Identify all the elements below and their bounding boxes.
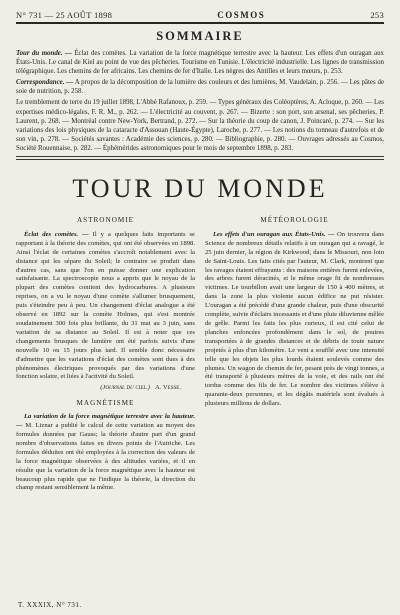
section-heading-astronomie: ASTRONOMIE: [76, 216, 135, 225]
signature-line: [16, 384, 195, 393]
sommaire-block: [16, 49, 384, 153]
issue-number: N° 731 — 25 AOÛT 1898: [16, 10, 113, 20]
paragraph-text: M. Liznar a publié le calcul de cette variation au moyen des formules données par Gauss; la théorie d'autre part d'un grand nombre d'observations faites en divers points de l'Autriche. Les formules déduites ont été employées à la correction des valeurs de la force magnétique observées à des altitudes variées, et il en résulte que la variation de la force magnétique avec la hauteur est beaucoup plus rapide que ne l'indique la théorie, la direction du champ restant sensiblement la même.: [16, 422, 195, 492]
page-number: 253: [370, 10, 384, 20]
article-title: TOUR DU MONDE: [72, 174, 328, 204]
sommaire-lead: Tour du monde. —: [16, 50, 72, 57]
sommaire-rule: [16, 156, 384, 160]
paragraph-text: On trouvera dans Science de nombreux détails relatifs à un ouragan qui a ravagé, le 25 juin dernier, la région de Kirkwood, dans le Missouri, non loin de Saint-Louis. Les faits cités par l'auteur, M. Clark, montrent que les ravages étaient effrayants : des maisons entières furent enlevées, des arbres furent déracinés, et le même orage fit de nombreuses victimes. Le tourbillon avait une largeur de 150 à 400 mètres, et dans la zone la plus violente aucun édifice ne put résister. L'ouragan a été précédé d'une grande chaleur, puis d'une obscurité complète, suivie d'éclairs incessants et d'une pluie diluvienne mêlée de grêle. Parmi les faits les plus curieux, il est cité celui de planches enfoncées profondément dans le sol, de poutres transportées à de grandes distances et de débris de toute nature projetés à plus d'un kilomètre. Le vent a soufflé avec une intensité telle que les objets les plus lourds étaient soulevés comme des plumes. Un wagon de chemin de fer, pesant près de vingt tonnes, a été transporté à plusieurs mètres de la voie, et des rails ont été tordus comme des fils de fer. Le nombre des victimes s'élève à quarante-deux personnes, et les dégâts matériels sont évalués à plusieurs millions de dollars.: [205, 230, 384, 408]
sommaire-paragraph: [16, 98, 384, 153]
article-columns: [16, 216, 384, 495]
citation: (Journal du ciel.): [100, 384, 151, 392]
sommaire-heading: SOMMAIRE: [156, 29, 244, 43]
author-signature: A. Vesse.: [154, 384, 181, 392]
article-paragraph: [16, 231, 195, 382]
paragraph-lead: Les effets d'un ouragan aux États-Unis. —: [213, 230, 335, 238]
sommaire-paragraph: [16, 49, 384, 76]
paragraph-lead: Éclat des comètes. —: [24, 230, 89, 238]
journal-title: COSMOS: [217, 10, 266, 20]
left-column: [16, 216, 195, 495]
article-paragraph: [205, 231, 384, 409]
header-rule: [16, 22, 384, 24]
section-heading-magnetisme: MAGNÉTISME: [76, 399, 135, 408]
sommaire-text: A propos de la décomposition de la lumière des couleurs et des lumières, M. Vaudelain, p. 256. — Les pâtes de soie de nutrition, p. 258.: [16, 79, 384, 96]
page-footer: T. XXXIX, N° 731.: [18, 601, 82, 609]
running-header: [16, 10, 384, 20]
sommaire-text: Le tremblement de terre du 19 juillet 1898, L'Abbé Rafanoux, p. 259. — Types généraux des Coléoptères, A. Acloque, p. 260. — Les expertises médico-légales, F. R. M., p. 262. — L'électricité au couvent, p. 267. — Bizerte : son port, son arsenal, ses pêcheries, P. Laurent, p. 268. — Montréal contre New-York, Bertrand, p. 272. — Sur la théorie du coup de canon, J. Poincaré, p. 274. — Sur les variations des lois physiques de la cataracte d'Assouan (Haute-Égypte), Laroche, p. 277. — Les notions du tonneau d'autrefois et de son vin, p. 278. — Sociétés savantes : Académie des sciences, p. 280. — Bibliographie, p. 280. — Ouvrages adressés au Cosmos, Société Rouennaise, p. 282. — Éphémérides astronomiques pour le mois de septembre 1898, p. 283.: [16, 99, 384, 152]
section-heading-meteorologie: MÉTÉOROLOGIE: [260, 216, 329, 225]
right-column: [205, 216, 384, 495]
article-paragraph: [16, 413, 195, 493]
sommaire-lead: Correspondance. —: [16, 79, 74, 87]
paragraph-text: Il y a quelques faits importants se rapportant à la théorie des comètes, qui ont été observées en 1898. Ainsi l'éclat de certaines comètes s'accroît notablement avec la distance qui les sépare du Soleil; le contraire se produit dans d'autres cas, sans que l'on en puisse donner une explication satisfaisante. La spectroscopie nous a appris que le noyau de la plupart des comètes contient des hydrocarbures. A plusieurs reprises, on a vu le noyau d'une comète s'allumer brusquement, puis s'éteindre peu à peu. Un changement d'éclat analogue a été observé en 1892 sur la comète Holmes, qui s'est montrée soudainement 300 fois plus brillante, du 31 mai au 3 juin, sans variation de sa distance au Soleil. Il est à noter que ces changements brusques de lumière ont été parfois suivis d'une nouvelle 10 ou 15 jours plus tard. Il semble donc nécessaire d'admettre que les variations d'éclat des comètes sont dues à des phénomènes électriques provoqués par des variations d'une fonction solaire, et liées à l'activité du Soleil.: [16, 230, 195, 381]
sommaire-paragraph: [16, 78, 384, 96]
sommaire-text: Éclat des comètes. La variation de la force magnétique terrestre avec la hauteur. Les effets d'un ouragan aux États-Unis. Le canal de Kiel au point de vue des pêcheries. Tourisme en Tunisie. L'électricité industrielle. Les lignes de transmission télégraphique. Les chemins de fer africains. Les chemins de fer d'Italie. Les nègres des Antilles et leurs mœurs, p. 253.: [16, 50, 384, 76]
paragraph-lead: La variation de la force magnétique terrestre avec la hauteur. —: [16, 413, 195, 430]
